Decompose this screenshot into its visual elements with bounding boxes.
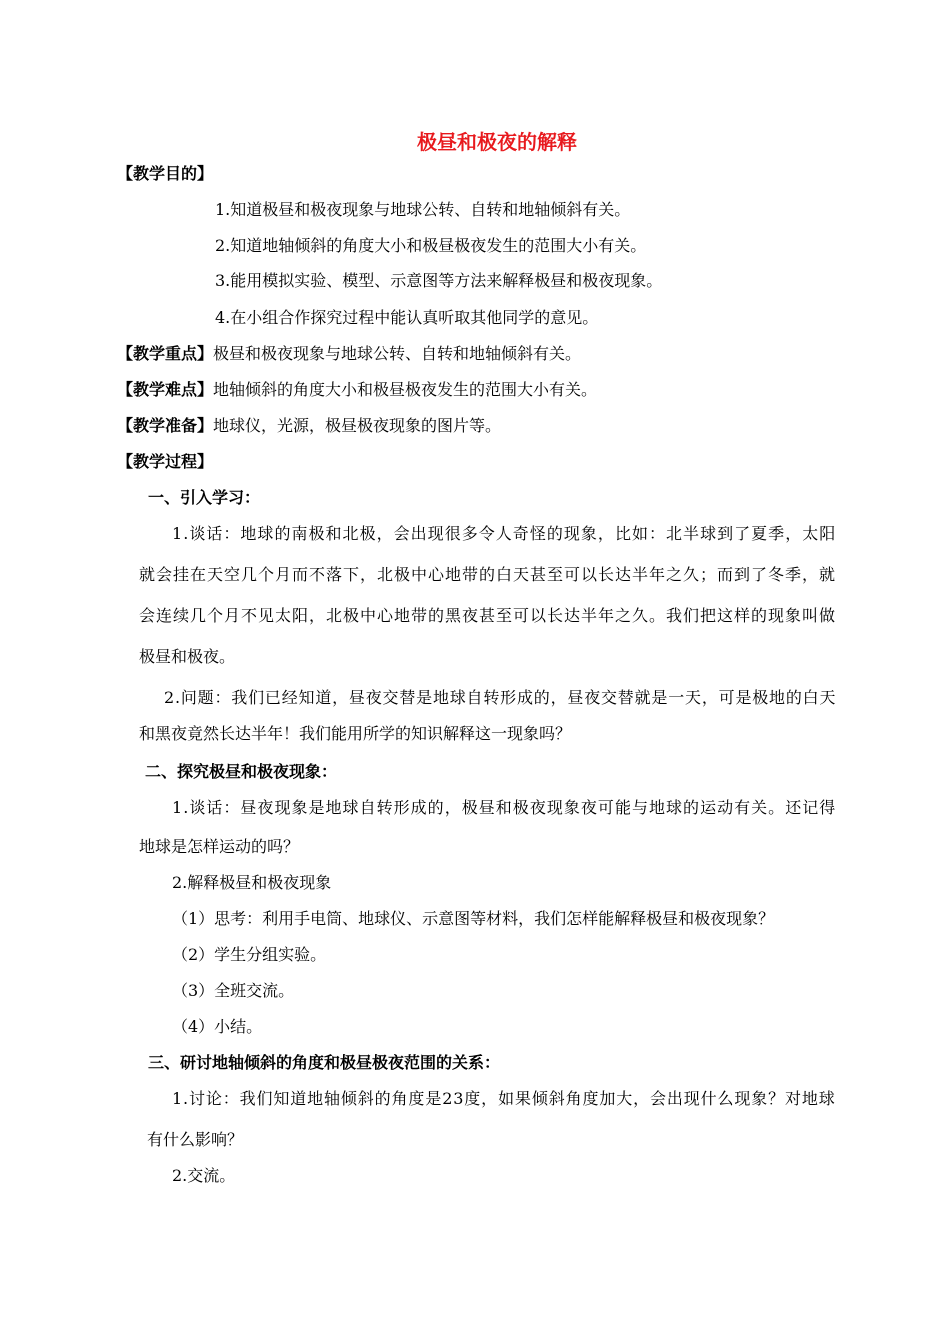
- section1-p1-line: 极昼和极夜。: [139, 647, 236, 666]
- objective-item: 2.知道地轴倾斜的角度大小和极昼极夜发生的范围大小有关。: [215, 236, 647, 255]
- section3-heading: 三、研讨地轴倾斜的角度和极昼极夜范围的关系：: [148, 1053, 501, 1072]
- key-point-label: 【教学重点】: [117, 344, 214, 363]
- preparation-label: 【教学准备】: [117, 416, 214, 435]
- section2-step: （2）学生分组实验。: [172, 945, 327, 964]
- section1-p2-line: 2.问题：我们已经知道，昼夜交替是地球自转形成的，昼夜交替就是一天，可是极地的白天: [164, 688, 837, 707]
- section3-p2: 2.交流。: [172, 1166, 236, 1185]
- difficulty-label: 【教学难点】: [117, 380, 214, 399]
- section2-step: （1）思考：利用手电筒、地球仪、示意图等材料，我们怎样能解释极昼和极夜现象？: [172, 909, 775, 928]
- key-point-row: [117, 344, 581, 364]
- section3-p1-line: 有什么影响？: [147, 1130, 244, 1149]
- key-point-text: 极昼和极夜现象与地球公转、自转和地轴倾斜有关。: [213, 344, 582, 363]
- difficulty-text: 地轴倾斜的角度大小和极昼极夜发生的范围大小有关。: [213, 380, 598, 399]
- objective-item: 4.在小组合作探究过程中能认真听取其他同学的意见。: [215, 308, 599, 327]
- section2-heading: 二、探究极昼和极夜现象：: [145, 762, 338, 781]
- section2-step: （3）全班交流。: [172, 981, 295, 1000]
- difficulty-row: [117, 380, 597, 400]
- section1-p1-line: 会连续几个月不见太阳，北极中心地带的黑夜甚至可以长达半年之久。我们把这样的现象叫做: [139, 606, 837, 625]
- section3-p1-line: 1.讨论：我们知道地轴倾斜的角度是23度，如果倾斜角度加大，会出现什么现象？对地球: [172, 1089, 836, 1108]
- section1-p1-line: 就会挂在天空几个月而不落下，北极中心地带的白天甚至可以长达半年之久；而到了冬季，就: [139, 565, 837, 584]
- section2-step: （4）小结。: [172, 1017, 263, 1036]
- process-heading: 【教学过程】: [117, 452, 214, 471]
- section2-p1-line: 1.谈话：昼夜现象是地球自转形成的，极昼和极夜现象夜可能与地球的运动有关。还记得: [172, 798, 837, 817]
- objective-item: 3.能用模拟实验、模型、示意图等方法来解释极昼和极夜现象。: [215, 271, 663, 290]
- section1-heading: 一、引入学习：: [148, 488, 261, 507]
- section1-p2-line: 和黑夜竟然长达半年！我们能用所学的知识解释这一现象吗？: [139, 724, 572, 743]
- preparation-text: 地球仪，光源，极昼极夜现象的图片等。: [213, 416, 502, 435]
- objective-item: 1.知道极昼和极夜现象与地球公转、自转和地轴倾斜有关。: [215, 200, 631, 219]
- objectives-heading: 【教学目的】: [117, 164, 214, 183]
- section1-p1-line: 1.谈话：地球的南极和北极，会出现很多令人奇怪的现象，比如：北半球到了夏季，太阳: [172, 524, 837, 543]
- document-title: 极昼和极夜的解释: [417, 130, 577, 154]
- section2-p1-line: 地球是怎样运动的吗？: [139, 837, 300, 856]
- preparation-row: [117, 416, 501, 436]
- section2-p2: 2.解释极昼和极夜现象: [172, 873, 332, 892]
